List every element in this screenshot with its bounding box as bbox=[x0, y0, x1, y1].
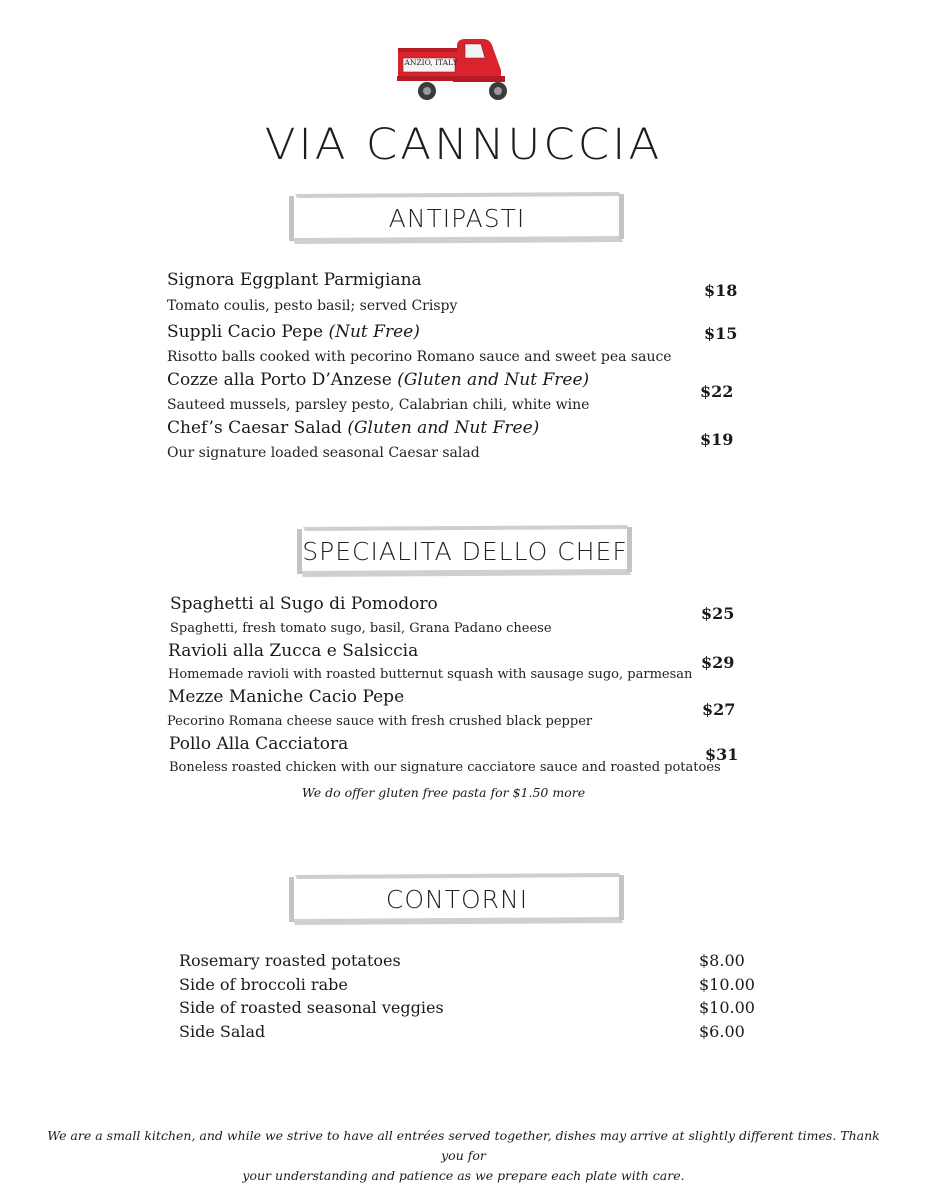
side-item-price: $8.00 bbox=[699, 951, 745, 970]
side-item-price: $6.00 bbox=[699, 1022, 745, 1041]
menu-item-tag: (Gluten and Nut Free) bbox=[397, 370, 590, 390]
side-item-name: Side Salad bbox=[179, 1022, 266, 1041]
menu-item-price: $22 bbox=[700, 382, 734, 401]
menu-item-desc: Risotto balls cooked with pecorino Romano sauce and sweet pea sauce bbox=[167, 349, 672, 365]
menu-item-name: Cozze alla Porto D’Anzese (Gluten and Nut Free) bbox=[167, 370, 590, 390]
menu-item-price: $31 bbox=[705, 745, 739, 764]
menu-item-name: Mezze Maniche Cacio Pepe bbox=[168, 687, 405, 707]
section-heading-text: CONTORNI bbox=[385, 884, 529, 914]
menu-item-price: $15 bbox=[704, 324, 738, 343]
menu-item-desc: Homemade ravioli with roasted butternut squash with sausage sugo, parmesan bbox=[168, 667, 693, 682]
section-heading-chef bbox=[295, 525, 635, 577]
menu-item-tag: (Gluten and Nut Free) bbox=[347, 418, 540, 438]
section-heading-text: SPECIALITA DELLO CHEF bbox=[302, 536, 628, 566]
menu-item-desc: Tomato coulis, pesto basil; served Crispy bbox=[167, 298, 458, 314]
menu-item-price: $18 bbox=[704, 281, 738, 300]
menu-item-name: Ravioli alla Zucca e Salsiccia bbox=[168, 641, 419, 661]
truck-sign-text: ANZIO, ITALY bbox=[404, 58, 458, 67]
section-heading-contorni bbox=[287, 873, 627, 925]
section-heading-antipasti bbox=[287, 192, 627, 244]
restaurant-title: VIA CANNUCCIA bbox=[264, 119, 663, 170]
kitchen-notice-line1: We are a small kitchen, and while we strive to have all entrées served together, dishes may arrive at slightly different times. Thank you for bbox=[47, 1128, 880, 1163]
menu-item-name: Chef’s Caesar Salad (Gluten and Nut Free) bbox=[167, 418, 540, 438]
side-item-price: $10.00 bbox=[699, 998, 755, 1017]
menu-item-name: Signora Eggplant Parmigiana bbox=[167, 270, 422, 290]
menu-item-desc: Boneless roasted chicken with our signature cacciatore sauce and roasted potatoes bbox=[169, 760, 721, 775]
menu-item-name: Pollo Alla Cacciatora bbox=[169, 734, 349, 754]
section-heading-text: ANTIPASTI bbox=[388, 203, 526, 233]
gluten-free-note: We do offer gluten free pasta for $1.50 more bbox=[301, 785, 586, 800]
menu-item-price: $27 bbox=[702, 700, 736, 719]
menu-item-price: $29 bbox=[701, 653, 735, 672]
side-item-price: $10.00 bbox=[699, 975, 755, 994]
menu-item-price: $25 bbox=[701, 604, 735, 623]
kitchen-notice bbox=[40, 1126, 887, 1186]
menu-item-desc: Pecorino Romana cheese sauce with fresh crushed black pepper bbox=[167, 714, 593, 729]
side-item-name: Side of broccoli rabe bbox=[179, 975, 348, 994]
menu-item-price: $19 bbox=[700, 430, 734, 449]
menu-item-tag: (Nut Free) bbox=[328, 322, 420, 342]
menu-item-desc: Sauteed mussels, parsley pesto, Calabrian chili, white wine bbox=[167, 397, 590, 413]
menu-item-desc: Spaghetti, fresh tomato sugo, basil, Grana Padano cheese bbox=[170, 621, 552, 636]
kitchen-notice-line2: your understanding and patience as we prepare each plate with care. bbox=[242, 1168, 685, 1183]
truck-logo bbox=[395, 36, 515, 106]
side-item-name: Side of roasted seasonal veggies bbox=[179, 998, 444, 1017]
menu-item-name: Suppli Cacio Pepe (Nut Free) bbox=[167, 322, 420, 342]
side-item-name: Rosemary roasted potatoes bbox=[179, 951, 401, 970]
menu-item-name: Spaghetti al Sugo di Pomodoro bbox=[170, 594, 438, 614]
menu-item-desc: Our signature loaded seasonal Caesar salad bbox=[167, 445, 480, 461]
